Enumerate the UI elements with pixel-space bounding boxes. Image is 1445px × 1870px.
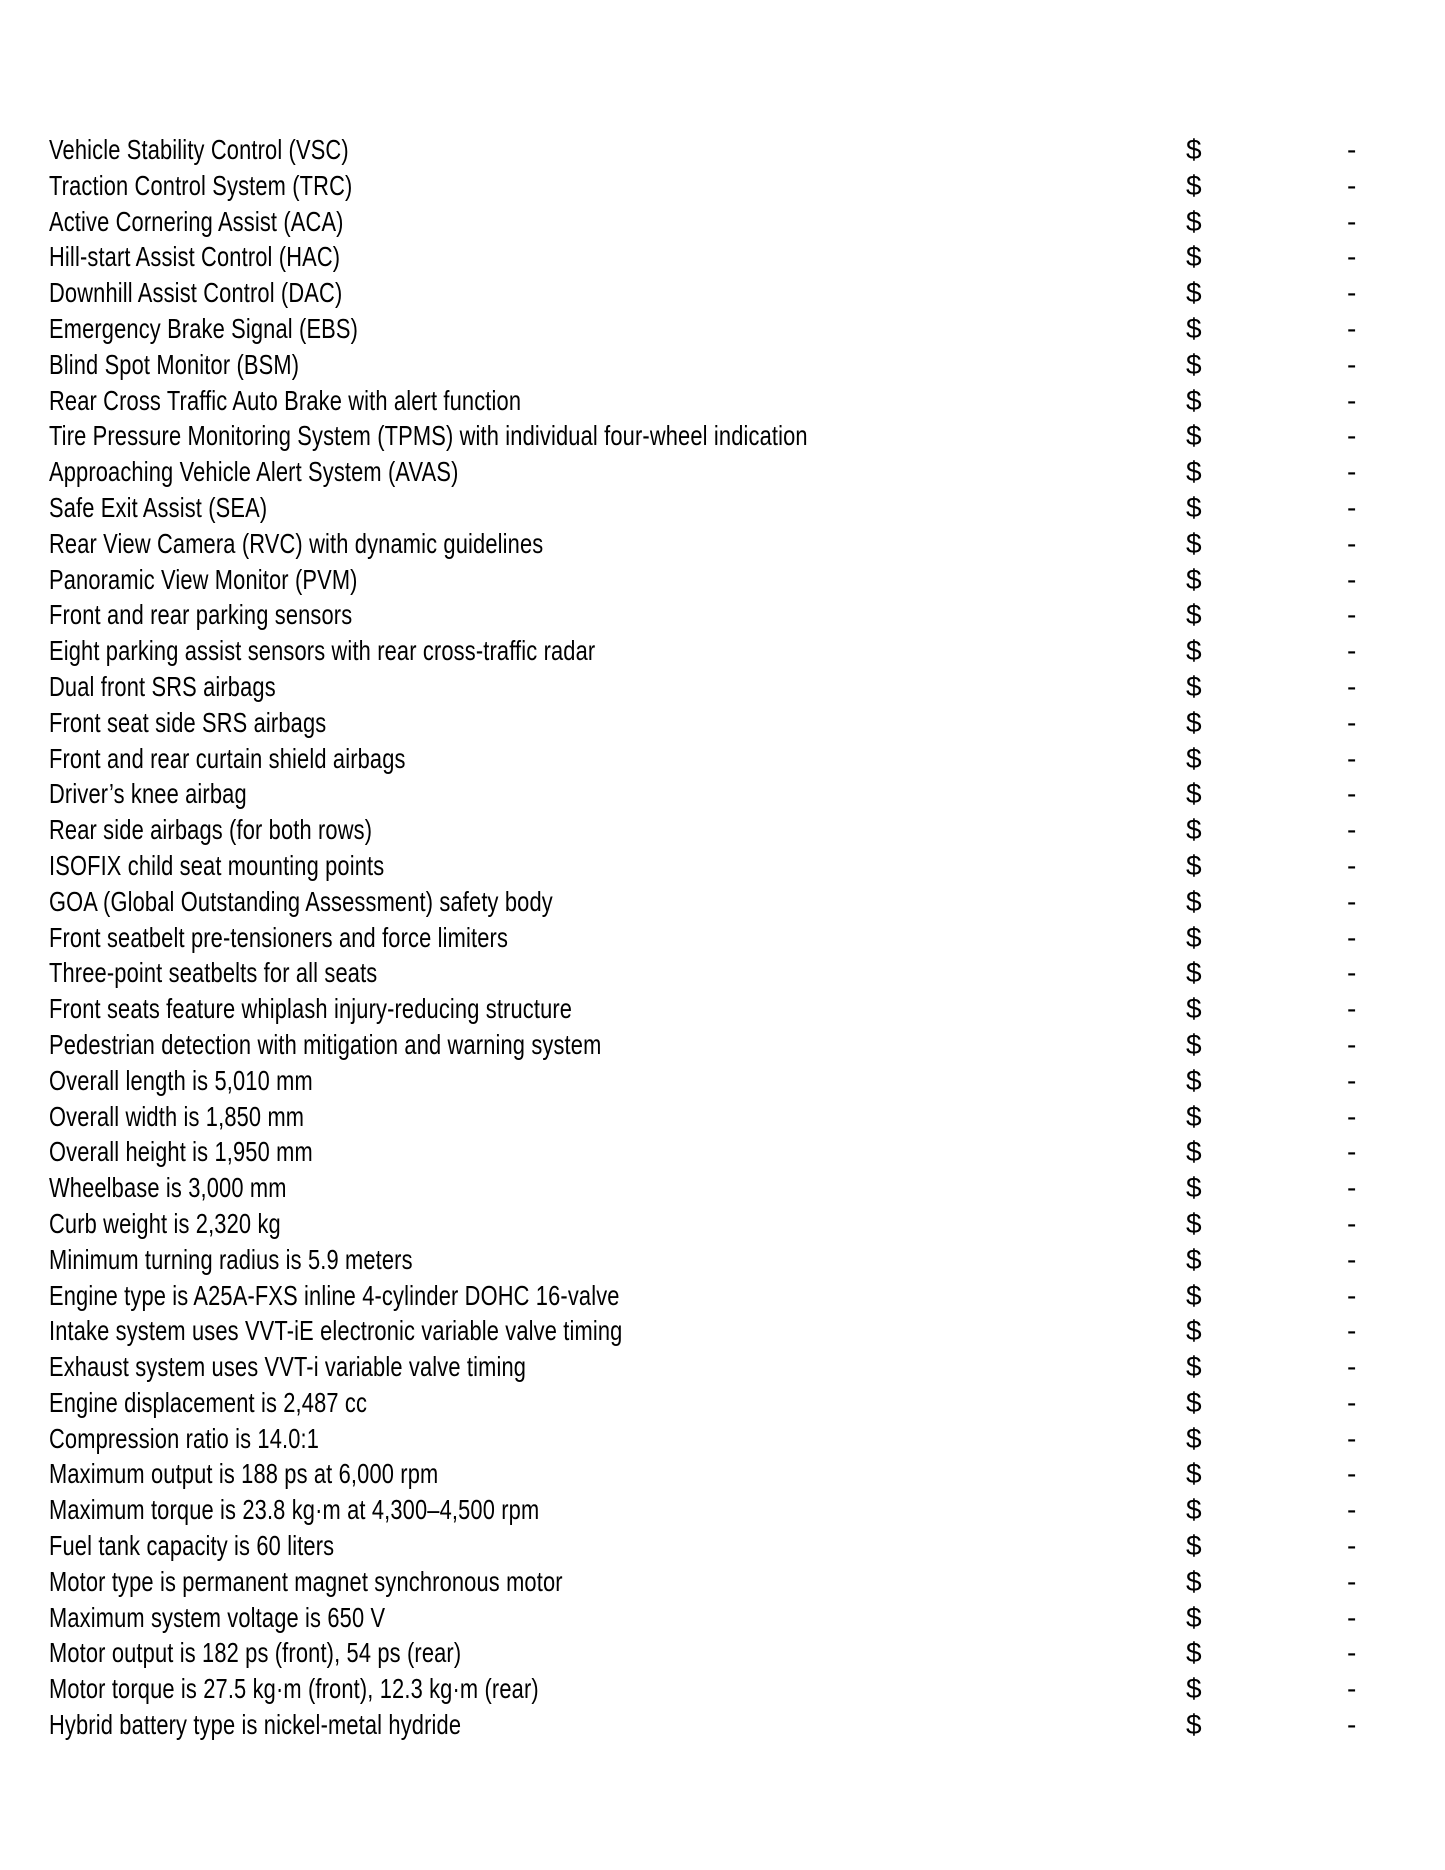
spec-row-label: Safe Exit Assist (SEA) [49,491,268,523]
currency-symbol: $ [1186,1530,1202,1562]
amount-value: - [1347,1028,1357,1060]
amount-value: - [1347,456,1357,488]
spec-row-label: Driver’s knee airbag [49,778,247,810]
spec-row-label: Three-point seatbelts for all seats [49,957,378,989]
spec-row-label: Active Cornering Assist (ACA) [49,205,344,237]
spec-row [0,920,1445,956]
spec-row [0,418,1445,454]
spec-row-label: Engine displacement is 2,487 cc [49,1386,368,1418]
spec-row-label: Downhill Assist Control (DAC) [49,277,343,309]
spec-row-label: Tire Pressure Monitoring System (TPMS) with individual four-wheel indication [49,420,808,452]
currency-symbol: $ [1186,1136,1202,1168]
amount-value: - [1347,849,1357,881]
amount-value: - [1347,1494,1357,1526]
amount-value: - [1347,742,1357,774]
spec-row-label: Front seats feature whiplash injury-reducing structure [49,993,573,1025]
amount-value: - [1347,706,1357,738]
spec-row [0,347,1445,383]
currency-symbol: $ [1186,1673,1202,1705]
currency-symbol: $ [1186,1709,1202,1741]
amount-value: - [1347,563,1357,595]
spec-row-label: Traction Control System (TRC) [49,169,353,201]
spec-row-label: Blind Spot Monitor (BSM) [49,348,300,380]
currency-symbol: $ [1186,169,1202,201]
currency-symbol: $ [1186,277,1202,309]
spec-row-label: Hybrid battery type is nickel-metal hydride [49,1709,462,1741]
currency-symbol: $ [1186,1458,1202,1490]
currency-symbol: $ [1186,993,1202,1025]
currency-symbol: $ [1186,527,1202,559]
currency-symbol: $ [1186,563,1202,595]
spec-row-label: Rear View Camera (RVC) with dynamic guidelines [49,527,544,559]
spec-row [0,1564,1445,1600]
spec-row [0,1385,1445,1421]
spec-row-label: Front and rear parking sensors [49,599,353,631]
spec-row-label: Maximum torque is 23.8 kg·m at 4,300–4,500 rpm [49,1494,540,1526]
amount-value: - [1347,1136,1357,1168]
currency-symbol: $ [1186,921,1202,953]
currency-symbol: $ [1186,778,1202,810]
currency-symbol: $ [1186,312,1202,344]
spec-row [0,132,1445,168]
amount-value: - [1347,312,1357,344]
spec-row-label: Minimum turning radius is 5.9 meters [49,1243,413,1275]
currency-symbol: $ [1186,1494,1202,1526]
spec-row [0,633,1445,669]
spec-row [0,1492,1445,1528]
spec-row [0,705,1445,741]
amount-value: - [1347,169,1357,201]
amount-value: - [1347,491,1357,523]
spec-row-label: Engine type is A25A-FXS inline 4-cylinder DOHC 16-valve [49,1279,620,1311]
currency-symbol: $ [1186,1351,1202,1383]
amount-value: - [1347,1637,1357,1669]
spec-row [0,1707,1445,1743]
spec-row-label: Motor output is 182 ps (front), 54 ps (rear) [49,1637,462,1669]
currency-symbol: $ [1186,1422,1202,1454]
amount-value: - [1347,205,1357,237]
spec-row-label: Eight parking assist sensors with rear cross-traffic radar [49,635,596,667]
spec-row [0,168,1445,204]
amount-value: - [1347,1100,1357,1132]
spec-row-label: Panoramic View Monitor (PVM) [49,563,358,595]
amount-value: - [1347,420,1357,452]
amount-value: - [1347,1172,1357,1204]
amount-value: - [1347,1422,1357,1454]
spec-row-label: Emergency Brake Signal (EBS) [49,312,359,344]
amount-value: - [1347,670,1357,702]
spec-row [0,741,1445,777]
currency-symbol: $ [1186,1601,1202,1633]
amount-value: - [1347,277,1357,309]
currency-symbol: $ [1186,1637,1202,1669]
spec-row [0,526,1445,562]
currency-symbol: $ [1186,1100,1202,1132]
currency-symbol: $ [1186,1565,1202,1597]
spec-row-label: Rear side airbags (for both rows) [49,814,373,846]
spec-row [0,383,1445,419]
currency-symbol: $ [1186,456,1202,488]
currency-symbol: $ [1186,1172,1202,1204]
spec-row [0,776,1445,812]
amount-value: - [1347,1709,1357,1741]
spec-row [0,562,1445,598]
amount-value: - [1347,384,1357,416]
amount-value: - [1347,527,1357,559]
currency-symbol: $ [1186,957,1202,989]
spec-list [0,132,1445,1743]
spec-row [0,884,1445,920]
amount-value: - [1347,1530,1357,1562]
currency-symbol: $ [1186,1064,1202,1096]
amount-value: - [1347,348,1357,380]
spec-row-label: Overall height is 1,950 mm [49,1136,313,1168]
spec-row [0,1278,1445,1314]
spec-row [0,991,1445,1027]
currency-symbol: $ [1186,1279,1202,1311]
spec-row-label: Front seatbelt pre-tensioners and force limiters [49,921,509,953]
currency-symbol: $ [1186,1386,1202,1418]
spec-row-label: Front seat side SRS airbags [49,706,327,738]
spec-row-label: Intake system uses VVT-iE electronic variable valve timing [49,1315,623,1347]
spec-row-label: Rear Cross Traffic Auto Brake with alert function [49,384,522,416]
amount-value: - [1347,814,1357,846]
spec-row [0,812,1445,848]
currency-symbol: $ [1186,599,1202,631]
spec-row [0,1456,1445,1492]
spec-row [0,1349,1445,1385]
currency-symbol: $ [1186,1315,1202,1347]
spec-row-label: Fuel tank capacity is 60 liters [49,1530,335,1562]
currency-symbol: $ [1186,849,1202,881]
amount-value: - [1347,921,1357,953]
amount-value: - [1347,778,1357,810]
spec-row [0,1635,1445,1671]
spec-row-label: Exhaust system uses VVT-i variable valve timing [49,1351,527,1383]
amount-value: - [1347,1207,1357,1239]
spec-row [0,955,1445,991]
currency-symbol: $ [1186,670,1202,702]
amount-value: - [1347,241,1357,273]
currency-symbol: $ [1186,134,1202,165]
amount-value: - [1347,1565,1357,1597]
spec-row-label: Curb weight is 2,320 kg [49,1207,281,1239]
currency-symbol: $ [1186,706,1202,738]
amount-value: - [1347,993,1357,1025]
amount-value: - [1347,885,1357,917]
amount-value: - [1347,1673,1357,1705]
amount-value: - [1347,599,1357,631]
spec-row-label: Motor type is permanent magnet synchronous motor [49,1565,563,1597]
currency-symbol: $ [1186,742,1202,774]
spec-row [0,1242,1445,1278]
currency-symbol: $ [1186,885,1202,917]
currency-symbol: $ [1186,384,1202,416]
currency-symbol: $ [1186,348,1202,380]
spec-row [0,490,1445,526]
currency-symbol: $ [1186,814,1202,846]
amount-value: - [1347,1458,1357,1490]
spec-row-label: Approaching Vehicle Alert System (AVAS) [49,456,459,488]
spec-row [0,1206,1445,1242]
spec-row-label: GOA (Global Outstanding Assessment) safety body [49,885,553,917]
spec-row [0,1671,1445,1707]
amount-value: - [1347,957,1357,989]
spec-row-label: Hill-start Assist Control (HAC) [49,241,341,273]
currency-symbol: $ [1186,241,1202,273]
spec-row [0,1528,1445,1564]
amount-value: - [1347,1351,1357,1383]
spec-row-label: Vehicle Stability Control (VSC) [49,134,349,165]
spec-row [0,597,1445,633]
currency-symbol: $ [1186,635,1202,667]
currency-symbol: $ [1186,1243,1202,1275]
amount-value: - [1347,1386,1357,1418]
spec-row [0,204,1445,240]
amount-value: - [1347,1315,1357,1347]
currency-symbol: $ [1186,1207,1202,1239]
spec-row [0,311,1445,347]
amount-value: - [1347,134,1357,165]
spec-row [0,669,1445,705]
spec-row [0,1421,1445,1457]
spec-row-label: Overall width is 1,850 mm [49,1100,305,1132]
spec-row-label: Maximum output is 188 ps at 6,000 rpm [49,1458,439,1490]
spec-row [0,239,1445,275]
amount-value: - [1347,635,1357,667]
spec-row [0,1099,1445,1135]
spec-row [0,275,1445,311]
spec-row [0,1313,1445,1349]
amount-value: - [1347,1243,1357,1275]
spec-row-label: Motor torque is 27.5 kg·m (front), 12.3 kg·m (rear) [49,1673,539,1705]
spec-row [0,454,1445,490]
spec-row-label: Front and rear curtain shield airbags [49,742,406,774]
spec-row [0,1170,1445,1206]
currency-symbol: $ [1186,1028,1202,1060]
spec-row-label: ISOFIX child seat mounting points [49,849,385,881]
spec-row [0,1134,1445,1170]
spec-row-label: Wheelbase is 3,000 mm [49,1172,287,1204]
spec-row [0,1027,1445,1063]
spec-row-label: Dual front SRS airbags [49,670,276,702]
spec-row-label: Maximum system voltage is 650 V [49,1601,386,1633]
spec-row-label: Pedestrian detection with mitigation and warning system [49,1028,602,1060]
spec-row-label: Compression ratio is 14.0:1 [49,1422,320,1454]
amount-value: - [1347,1601,1357,1633]
currency-symbol: $ [1186,491,1202,523]
currency-symbol: $ [1186,205,1202,237]
amount-value: - [1347,1279,1357,1311]
spec-row-label: Overall length is 5,010 mm [49,1064,313,1096]
amount-value: - [1347,1064,1357,1096]
currency-symbol: $ [1186,420,1202,452]
spec-row [0,848,1445,884]
spec-row [0,1063,1445,1099]
spec-row [0,1600,1445,1636]
